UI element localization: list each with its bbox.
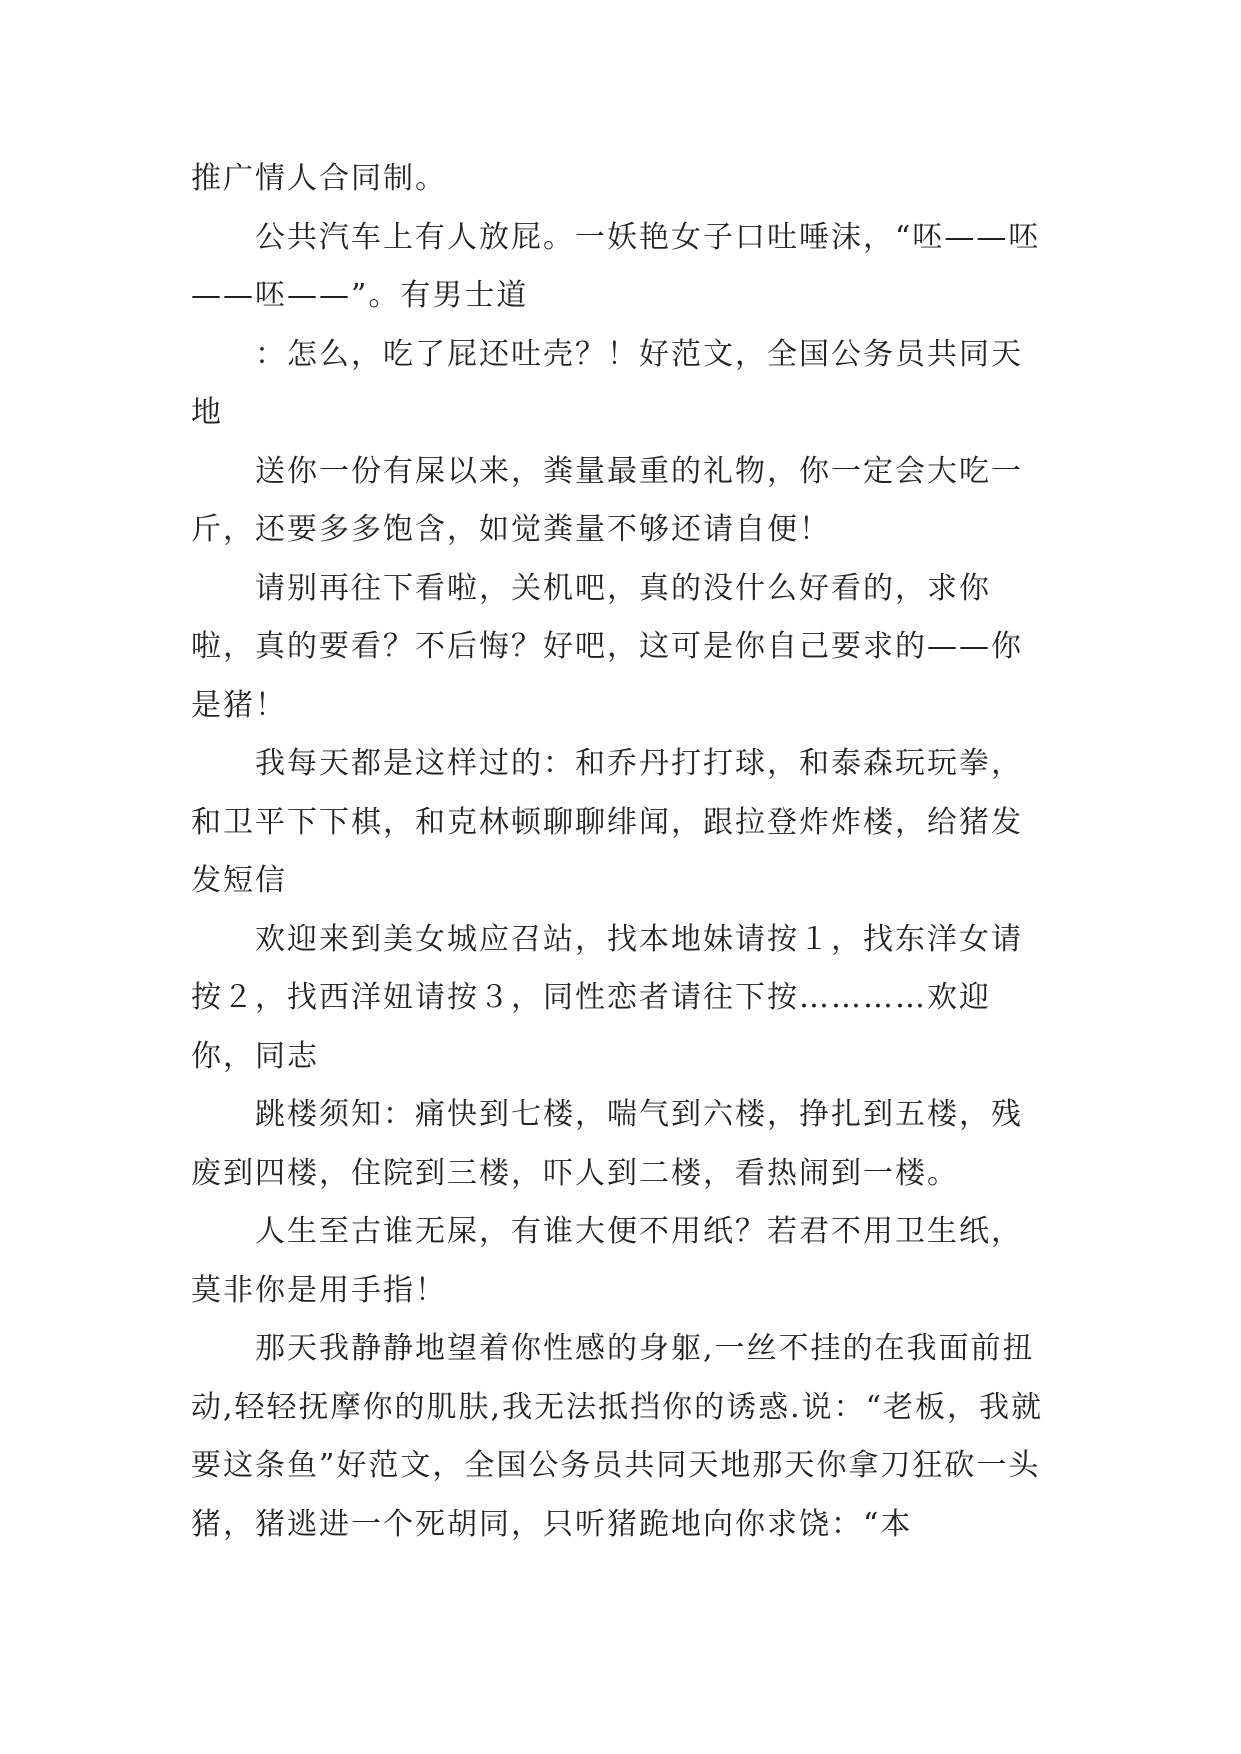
paragraph-7: 欢迎来到美女城应召站，找本地妹请按１，找东洋女请按２，找西洋妞请按３，同性恋者请往下按…………欢迎你，同志 (191, 921, 1023, 1074)
paragraph-4: 送你一份有屎以来，粪量最重的礼物，你一定会大吃一斤，还要多多饱含，如觉粪量不够还请自便！ (191, 453, 1023, 547)
paragraph-10: 那天我静静地望着你性感的身躯,一丝不挂的在我面前扭动,轻轻抚摩你的肌肤,我无法抵挡你的诱惑.说：“老板，我就要这条鱼”好范文，全国公务员共同天地那天你拿刀狂砍一头猪，猪逃进一个死胡同，只听猪跪地向你求饶：“本 (191, 1331, 1043, 1542)
paragraph-5: 请别再往下看啦，关机吧，真的没什么好看的，求你啦，真的要看？不后悔？好吧，这可是你自己要求的——你是猪！ (191, 570, 1023, 723)
paragraph-3: ：怎么，吃了屁还吐壳？！好范文，全国公务员共同天地 (191, 336, 1023, 430)
paragraph-6: 我每天都是这样过的：和乔丹打打球，和泰森玩玩拳，和卫平下下棋，和克林顿聊聊绯闻，跟拉登炸炸楼，给猪发发短信 (191, 746, 1023, 898)
paragraph-9: 人生至古谁无屎，有谁大便不用纸？若君不用卫生纸，莫非你是用手指！ (191, 1214, 1023, 1308)
paragraph-2: 公共汽车上有人放屁。一妖艳女子口吐唾沫，“呸——呸——呸——”。有男士道 (191, 219, 1041, 313)
paragraph-1: 推广情人合同制。 (191, 161, 447, 196)
document-body (191, 150, 1051, 1554)
paragraph-8: 跳楼须知：痛快到七楼，喘气到六楼，挣扎到五楼，残废到四楼，住院到三楼，吓人到二楼，看热闹到一楼。 (191, 1097, 1023, 1191)
